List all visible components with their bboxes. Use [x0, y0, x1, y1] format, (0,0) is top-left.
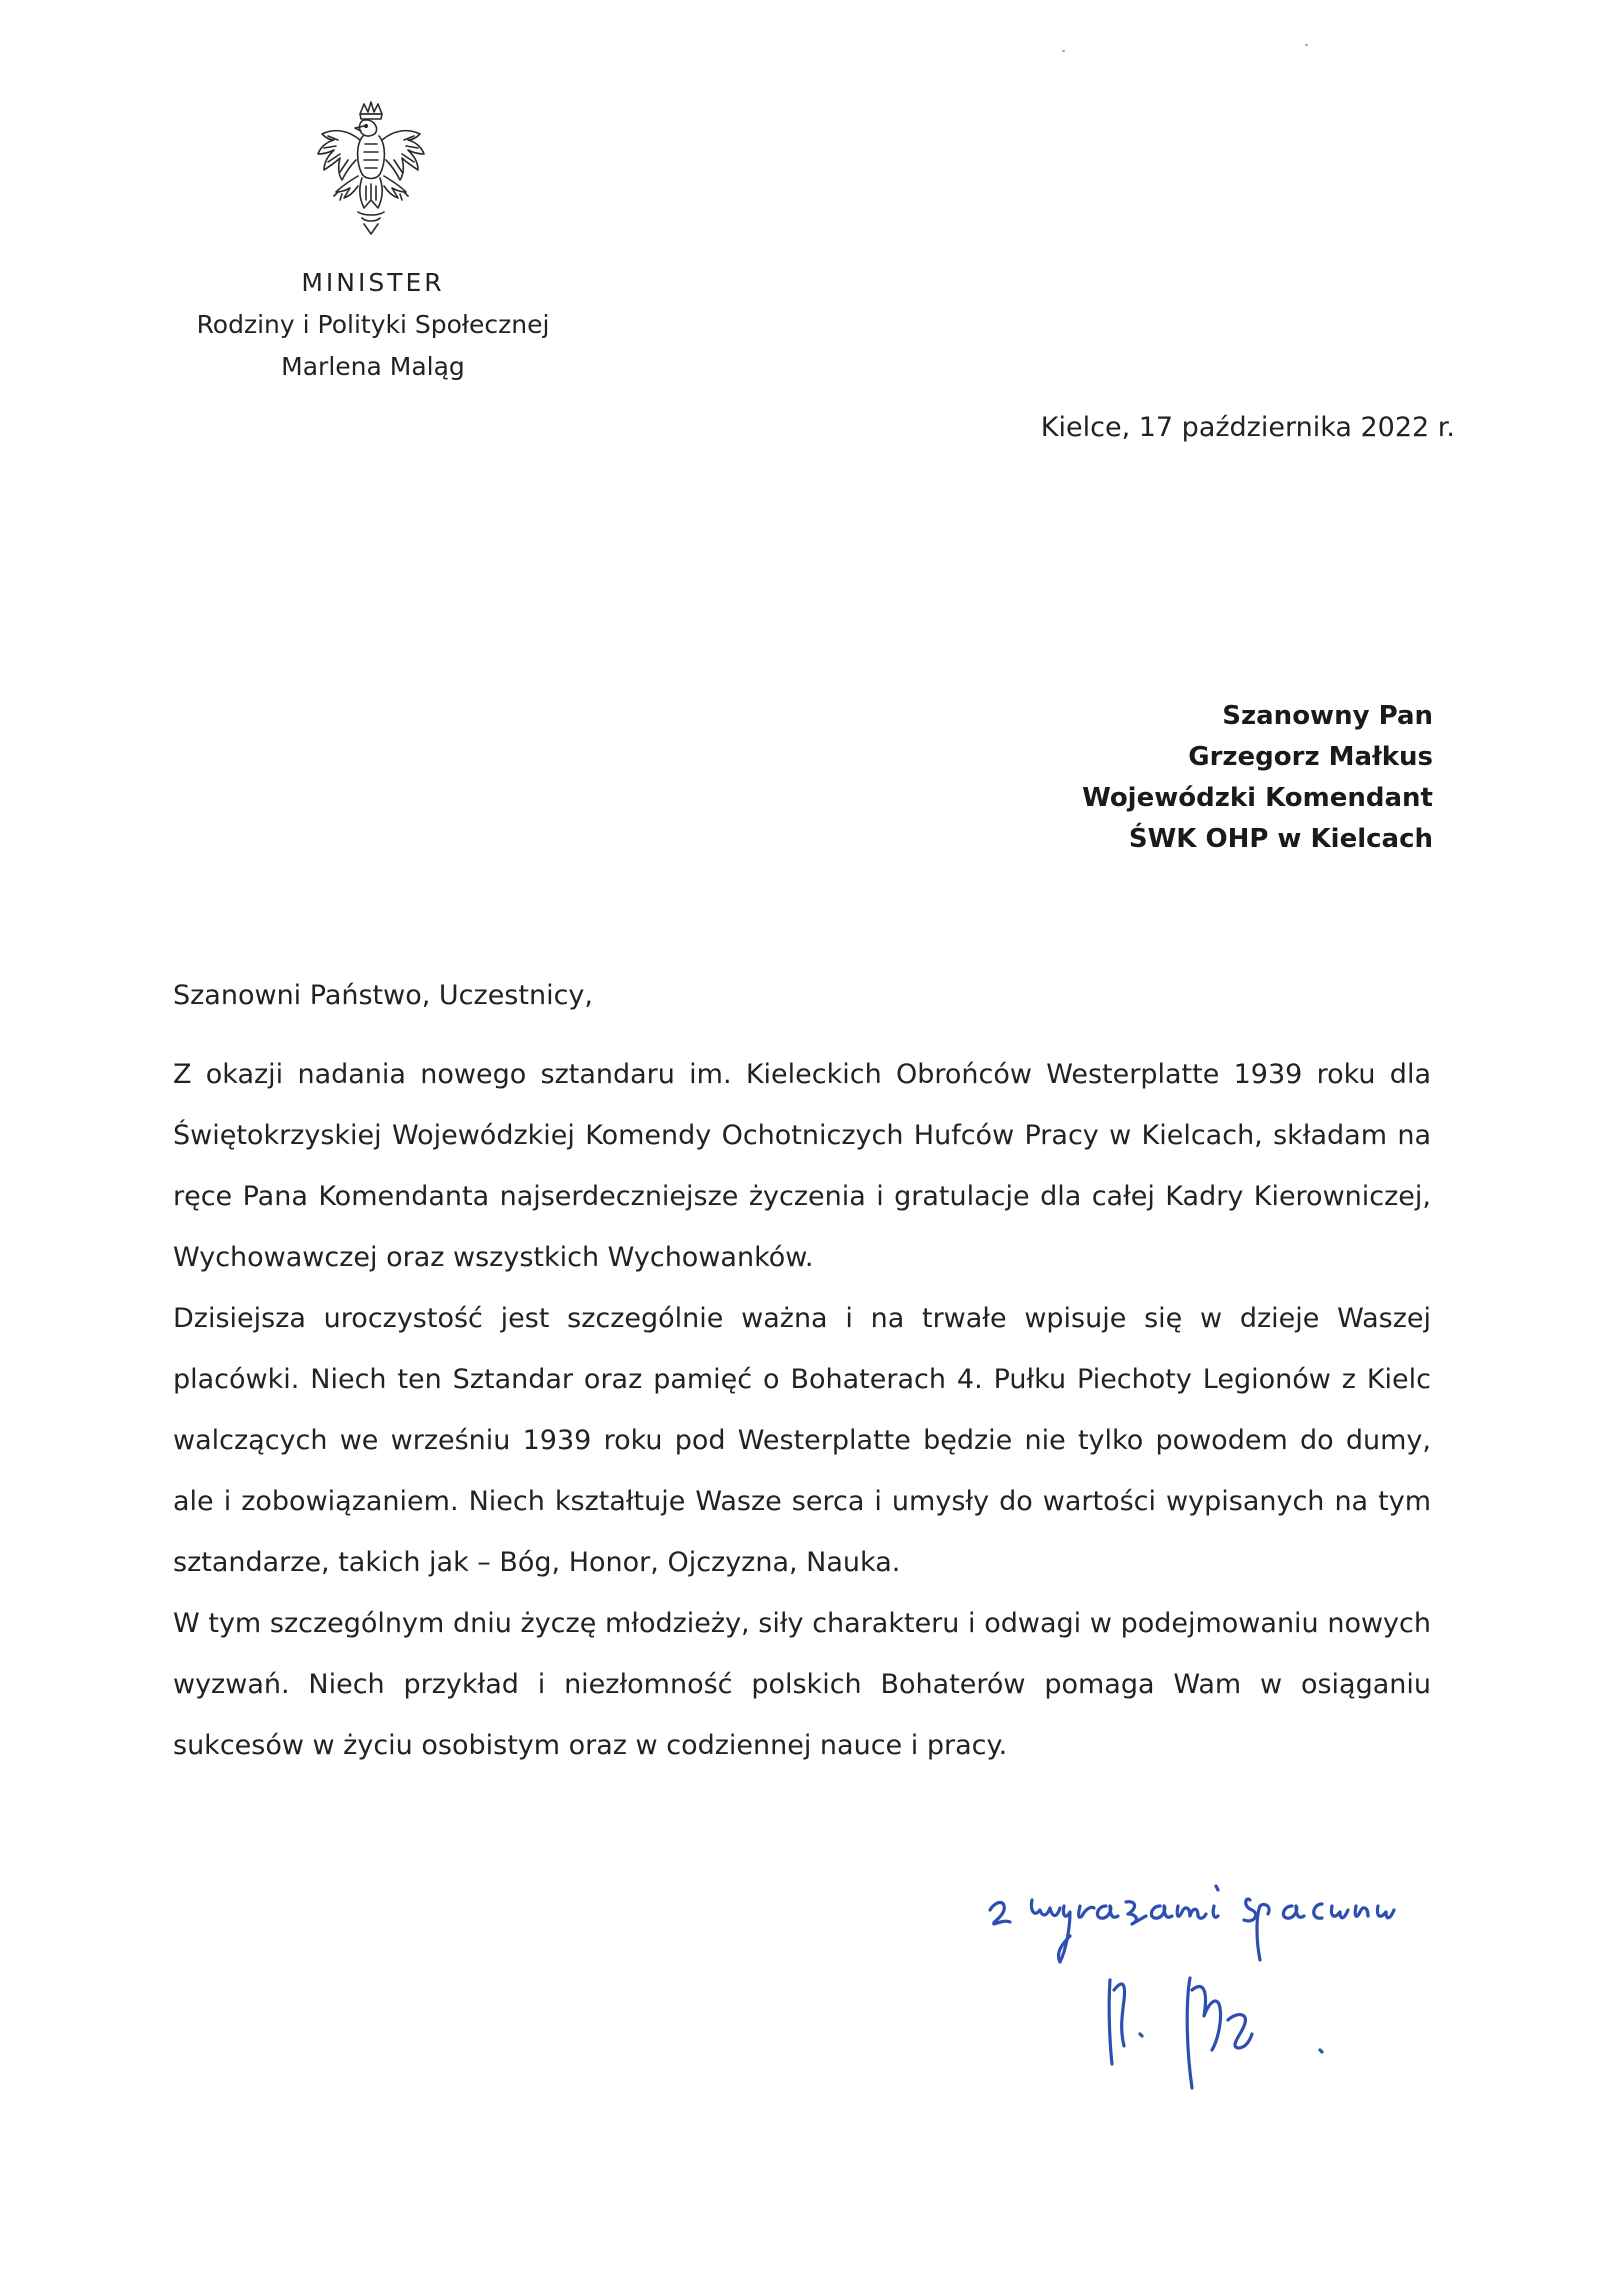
minister-header — [130, 262, 616, 388]
letter-date: Kielce, 17 października 2022 r. — [1040, 412, 1455, 443]
handwritten-signature — [960, 1850, 1440, 2110]
minister-name: Marlena Maląg — [281, 352, 465, 381]
body-paragraph: Z okazji nadania nowego sztandaru im. Kieleckich Obrońców Westerplatte 1939 roku dla Świętokrzyskiej Wojewódzkiej Komendy Ochotniczych Hufców Pracy w Kielcach, składam na ręce Pana Komendanta najserdeczniejsze życzenia i gratulacje dla całej Kadry Kierowniczej, Wychowawczej oraz wszystkich Wychowanków. — [173, 1059, 1431, 1273]
scan-speck — [1062, 50, 1065, 52]
ministry-name: Rodziny i Polityki Społecznej — [196, 310, 550, 339]
minister-title: MINISTER — [301, 268, 445, 297]
body-paragraph: Dzisiejsza uroczystość jest szczególnie ważna i na trwałe wpisuje się w dzieje Waszej placówki. Niech ten Sztandar oraz pamięć o Bohaterach 4. Pułku Piechoty Legionów z Kielc walczących we wrześniu 1939 roku pod Westerplatte będzie nie tylko powodem do dumy, ale i zobowiązaniem. Niech kształtuje Wasze serca i umysły do wartości wypisanych na tym sztandarze, takich jak – Bóg, Honor, Ojczyzna, Nauka. — [173, 1303, 1431, 1578]
polish-eagle-emblem-icon — [308, 100, 434, 240]
salutation: Szanowni Państwo, Uczestnicy, — [173, 980, 593, 1011]
recipient-organization: ŚWK OHP w Kielcach — [1128, 824, 1433, 854]
letter-body — [173, 1044, 1431, 1776]
recipient-greeting: Szanowny Pan — [1222, 701, 1433, 731]
recipient-position: Wojewódzki Komendant — [1082, 783, 1433, 813]
scan-speck — [1305, 44, 1308, 46]
recipient-block — [1082, 696, 1433, 860]
recipient-name: Grzegorz Małkus — [1188, 742, 1433, 772]
body-paragraph: W tym szczególnym dniu życzę młodzieży, siły charakteru i odwagi w podejmowaniu nowych wyzwań. Niech przykład i niezłomność polskich Bohaterów pomaga Wam w osiąganiu sukcesów w życiu osobistym oraz w codziennej nauce i pracy. — [173, 1608, 1431, 1761]
